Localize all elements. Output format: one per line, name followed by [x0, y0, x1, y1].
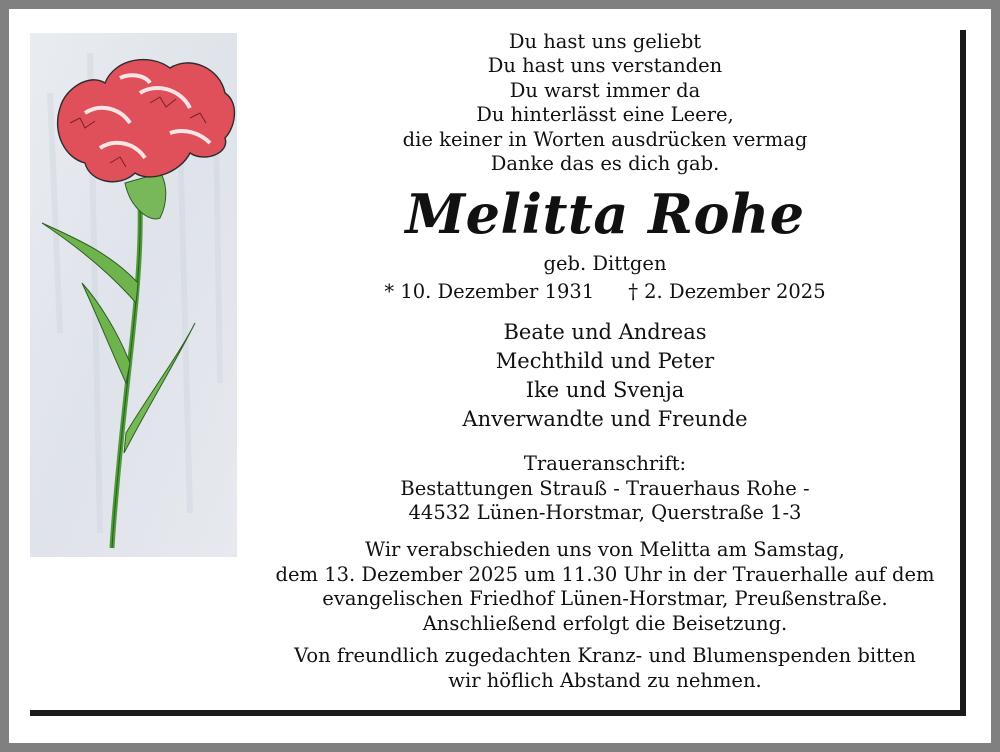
address-line: Bestattungen Strauß - Trauerhaus Rohe -: [400, 476, 810, 500]
ceremony-line: Anschließend erfolgt die Beisetzung.: [422, 611, 788, 635]
poem-line: Du hast uns geliebt: [508, 30, 702, 53]
poem-line: Du hinterlässt eine Leere,: [476, 103, 734, 127]
poem-line: Du warst immer da: [509, 78, 701, 102]
ceremony-line: evangelischen Friedhof Lünen-Horstmar, Preußenstraße.: [322, 587, 888, 611]
flowers-note-line: Von freundlich zugedachten Kranz- und Blumenspenden bitten: [294, 644, 916, 668]
address-line: Traueranschrift:: [523, 452, 687, 475]
flowers-note-line: wir höflich Abstand zu nehmen.: [448, 668, 762, 692]
mourner: Mechthild und Peter: [495, 349, 715, 373]
mourner: Anverwandte und Freunde: [462, 407, 748, 431]
birth-date: * 10. Dezember 1931: [384, 280, 595, 303]
poem-line: die keiner in Worten ausdrücken vermag: [402, 127, 808, 151]
poem-line: Du hast uns verstanden: [487, 54, 723, 78]
death-date: † 2. Dezember 2025: [628, 280, 826, 303]
border-rule-right: [960, 30, 966, 716]
poem: [260, 30, 950, 176]
life-dates: [260, 279, 950, 305]
deceased-name: Melitta Rohe: [405, 182, 805, 246]
mourner: Beate und Andreas: [503, 320, 707, 344]
carnation-illustration: [30, 33, 237, 557]
ceremony-line: dem 13. Dezember 2025 um 11.30 Uhr in der Trauerhalle auf dem: [275, 562, 935, 586]
ceremony-notice: [260, 538, 950, 694]
mourner: Ike und Svenja: [525, 378, 685, 402]
border-rule-bottom: [30, 710, 966, 716]
ceremony-line: Wir verabschieden uns von Melitta am Samstag,: [365, 538, 845, 561]
poem-line: Danke das es dich gab.: [490, 152, 720, 176]
mourners-list: [260, 318, 950, 434]
mourning-address: [260, 452, 950, 526]
address-line: 44532 Lünen-Horstmar, Querstraße 1-3: [408, 501, 802, 524]
birth-name: geb. Dittgen: [543, 252, 667, 275]
